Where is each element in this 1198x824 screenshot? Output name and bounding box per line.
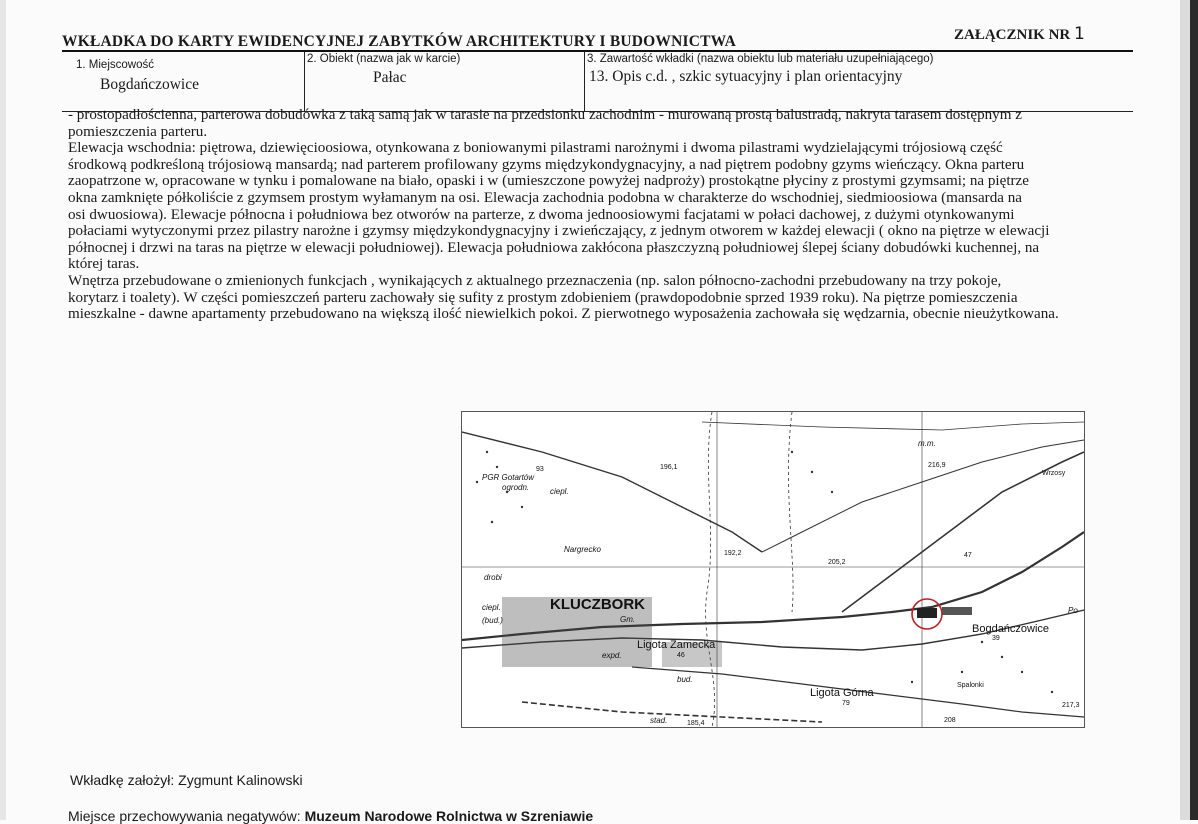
object-label: 2. Obiekt (nazwa jak w karcie) [307, 53, 461, 65]
author-label: Wkładkę założył: [70, 772, 175, 788]
map-label-height-196: 196,1 [660, 464, 678, 471]
annex-label-text: ZAŁĄCZNIK NR [954, 27, 1071, 43]
place-value: Bogdańczowice [100, 76, 199, 93]
content-value: 13. Opis c.d. , szkic sytuacyjny i plan orientacyjny [589, 68, 903, 85]
object-cell [304, 52, 584, 111]
content-cell [584, 52, 1133, 111]
map-label-bogdanczowice: Bogdańczowice [972, 623, 1050, 635]
description-line: mieszkalne - dawne apartamenty przebudowano na większą ilość niewielkich pokoi. Z pierwotnego wyposażenia zachowała się wędzarnia, obecnie nieużytkowana. [68, 306, 1059, 323]
description-line: okna zamknięte półkoliście z gzymsem prostym wyłamanym na osi. Elewacja zachodnia podobna w charakterze do wschodniej, siedmioosiowa (mansarda na [68, 189, 1022, 206]
document-title: WKŁADKA DO KARTY EWIDENCYJNEJ ZABYTKÓW ARCHITEKTURY I BUDOWNICTWA [62, 33, 737, 50]
map-drawing [462, 412, 1084, 727]
map-label-height-192: 192,2 [724, 550, 742, 557]
map-label-39: 39 [992, 635, 1000, 642]
footer-author [70, 772, 303, 788]
description-line: korytarz i toalety). W części pomieszczeń parteru zachowały się sufity z prostym zdobieniem (prawdopodobnie sprzed 1939 roku). Na piętrze pomieszczenia [68, 289, 1018, 306]
map-label-height-217: 217,3 [1062, 702, 1080, 709]
orientation-map [461, 411, 1085, 728]
content-label: 3. Zawartość wkładki (nazwa obiektu lub materiału uzupełniającego) [587, 53, 934, 65]
map-label-ciepl-1: ciepl. [550, 487, 569, 496]
map-label-208: 208 [944, 717, 956, 724]
map-label-ogrodn: ogrodn. [502, 483, 530, 492]
description-line: pomieszczenia parteru. [68, 123, 208, 140]
map-label-expd: expd. [602, 651, 622, 660]
map-label-gm: Gm. [620, 615, 636, 624]
description-line: której taras. [68, 256, 140, 273]
storage-label: Miejsce przechowywania negatywów: [68, 808, 301, 824]
description-line: północnej i drzwi na taras na piętrze w elewacji południowej). Elewacja południowa zakłócona płaszczyzną południowej ślepej ściany dobudówki kuchennej, na [68, 239, 1040, 256]
footer-storage [68, 808, 593, 824]
map-label-nargrecko: Nargrecko [564, 545, 601, 554]
place-cell [62, 52, 304, 111]
description-line: - prostopadłościenna, parterowa dobudówka z taką samą jak w tarasie na przedsionku zachodnim - murowaną prostą balustradą, nakryta tarasem dostępnym z [68, 107, 1022, 123]
description-line: środkową podkreśloną trójosiową mansardą; nad parterem profilowany gzyms międzykondygnacyjny, a nad piętrem podobny gzyms wieńczący. Okna parteru [68, 156, 1025, 173]
map-label-pgr: PGR Gotartów [482, 473, 535, 482]
storage-value: Muzeum Narodowe Rolnictwa w Szreniawie [304, 808, 594, 824]
form-header-table [62, 50, 1133, 112]
scan-edge-right [1190, 0, 1198, 820]
map-label-185: 185,4 [687, 720, 705, 727]
map-label-bud-2: bud. [677, 675, 693, 684]
description-text [68, 107, 1148, 323]
description-line: osi dwuosiowa). Elewacje północna i południowa bez otworów na parterze, z dwoma jednoosiowymi facjatami w połaci dachowej, z dużymi otynkowanymi [68, 206, 1015, 223]
map-label-46: 46 [677, 652, 685, 659]
description-line: Wnętrza przebudowane o zmienionych funkcjach , wynikających z aktualnego przeznaczenia (np. salon północno-zachodni przebudowany na trzy pokoje, [68, 272, 1002, 289]
scan-edge-shadow [1180, 0, 1190, 820]
author-name: Zygmunt Kalinowski [178, 772, 303, 788]
place-label: 1. Miejscowość [76, 59, 154, 71]
map-label-stad: stad. [650, 716, 668, 725]
map-label-wrzosy: Wrzosy [1042, 470, 1066, 477]
map-label-height-216: 216,9 [928, 462, 946, 469]
map-label-mm: m.m. [918, 439, 936, 448]
map-label-drobi: drobi [484, 573, 502, 582]
map-label-79: 79 [842, 700, 850, 707]
annex-label [954, 24, 1085, 44]
map-label-47: 47 [964, 552, 972, 559]
map-label-kluczbork: KLUCZBORK [550, 596, 645, 613]
description-line: zaopatrzone w, opracowane w tynku i pomalowane na biało, opaski i w (umieszczone powyżej nadproży) prostokątne płyciny z prostymi gzymsami; na piętrze [68, 173, 1029, 190]
description-line: Elewacja wschodnia: piętrowa, dziewięcioosiowa, otynkowana z boniowanymi pilastrami narożnymi i dwoma pilastrami wydzielającymi trójosiową część [68, 140, 1003, 157]
scan-edge-left [0, 0, 6, 820]
map-label-ligota-zamecka: Ligota Zamecka [637, 639, 716, 651]
map-label-po: Po [1068, 606, 1078, 615]
map-label-height-205: 205,2 [828, 559, 846, 566]
annex-number: 1 [1074, 24, 1085, 44]
object-value: Pałac [373, 69, 407, 86]
description-line: połaciami wytyczonymi przez pilastry narożne i gzymsy międzykondygnacyjny i zwieńczający, z jednym otworem w każdej elewacji ( okno na piętrze w elewacji [68, 223, 1050, 240]
map-label-bud-1: (bud.) [482, 616, 503, 625]
map-label-ciepl-2: ciepl. [482, 603, 501, 612]
map-label-spalonki: Spalonki [957, 682, 984, 689]
map-label-93: 93 [536, 466, 544, 473]
map-label-ligota-gorna: Ligota Górna [810, 687, 874, 699]
